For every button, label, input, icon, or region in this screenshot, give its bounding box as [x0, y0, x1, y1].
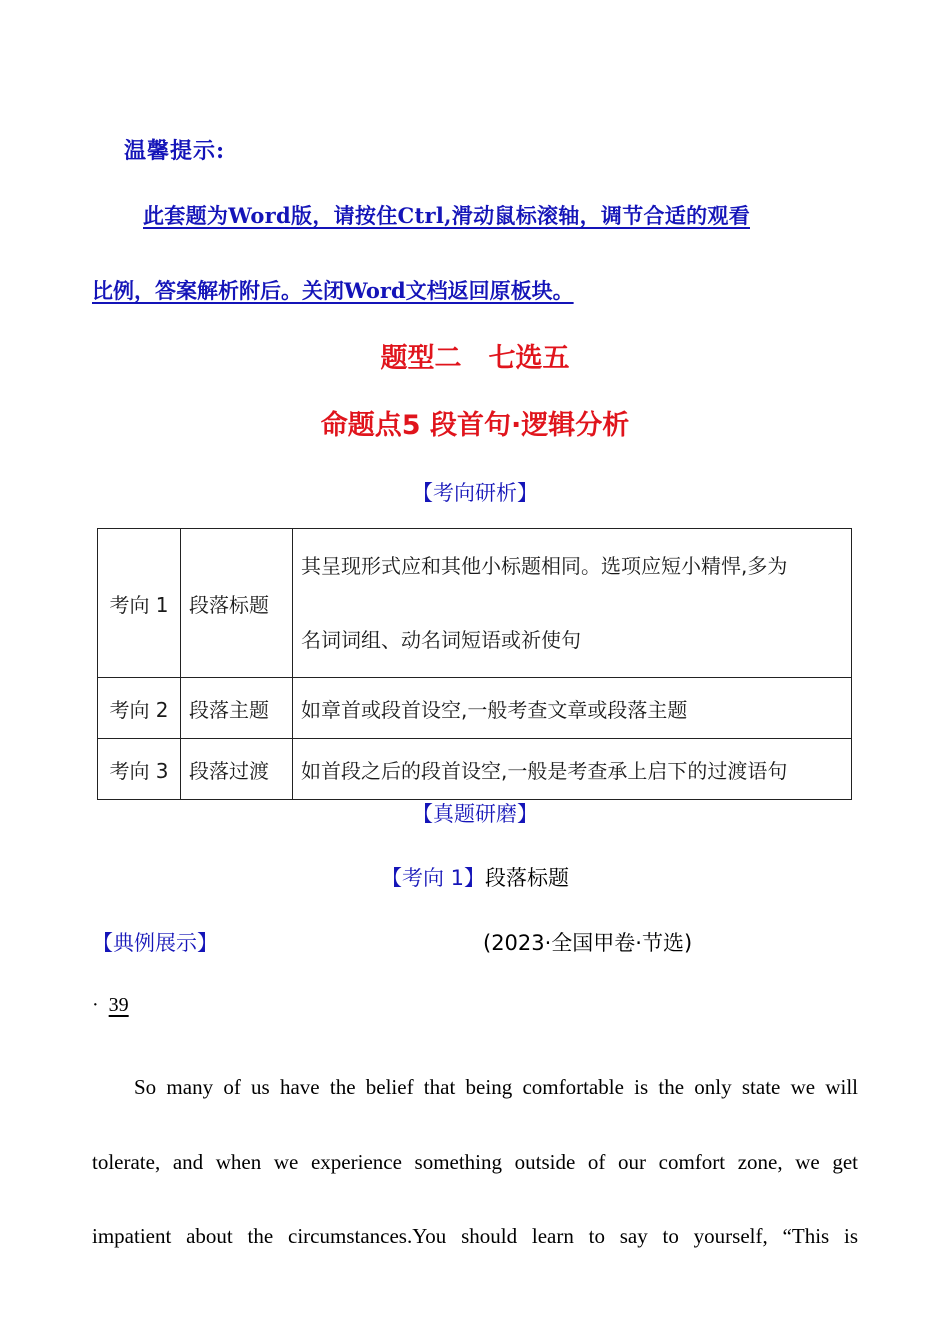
- passage-line: impatient about the circumstances.You should learn to say to yourself, “This is: [92, 1224, 858, 1248]
- table-cell-topic: 段落主题: [181, 678, 293, 739]
- example-label: 【典例展示】: [92, 931, 218, 955]
- desc-line: 其呈现形式应和其他小标题相同。选项应短小精悍,多为: [301, 554, 788, 578]
- passage-line: tolerate, and when we experience something outside of our comfort zone, we get: [92, 1149, 858, 1174]
- passage-line: So many of us have the belief that being comfortable is the only state we will: [134, 1075, 858, 1099]
- table-cell-topic: 段落过渡: [181, 739, 293, 800]
- table-row: [98, 678, 852, 739]
- desc-line: 名词词组、动名词短语或祈使句: [301, 628, 581, 652]
- table-cell-topic: 段落标题: [181, 529, 293, 678]
- subheading-bracket: 【考向 1】: [380, 866, 486, 890]
- subheading-text: 段落标题: [485, 866, 570, 890]
- answer-blank: [92, 994, 153, 1017]
- table-cell-desc: 如首段之后的段首设空,一般是考查承上启下的过渡语句: [293, 739, 852, 800]
- subheading: [0, 862, 950, 892]
- blank-number: 39: [108, 994, 129, 1016]
- tip-line-1[interactable]: 此套题为Word版，请按住Ctrl,滑动鼠标滚轴，调节合适的观看: [143, 203, 750, 228]
- table-cell-desc: [293, 529, 852, 678]
- tip-title: 温馨提示:: [124, 138, 226, 164]
- example-source: (2023·全国甲卷·节选): [483, 931, 693, 955]
- tip-line-2[interactable]: 比例，答案解析附后。关闭Word文档返回原板块。: [92, 278, 574, 303]
- section-title-practice: 【真题研磨】: [412, 802, 538, 826]
- proposition-point-heading: 命题点5 段首句·逻辑分析: [320, 410, 630, 441]
- blank-dot: ·: [92, 994, 99, 1016]
- passage: [92, 1050, 858, 1274]
- table-cell-label: 考向 3: [98, 739, 181, 800]
- section-title-analysis: 【考向研析】: [412, 481, 538, 505]
- table-row: [98, 529, 852, 678]
- question-type-heading: 题型二 七选五: [380, 343, 570, 374]
- table-cell-desc: 如章首或段首设空,一般考查文章或段落主题: [293, 678, 852, 739]
- direction-table: [97, 528, 852, 800]
- table-cell-label: 考向 2: [98, 678, 181, 739]
- table-cell-label: 考向 1: [98, 529, 181, 678]
- table-row: [98, 739, 852, 800]
